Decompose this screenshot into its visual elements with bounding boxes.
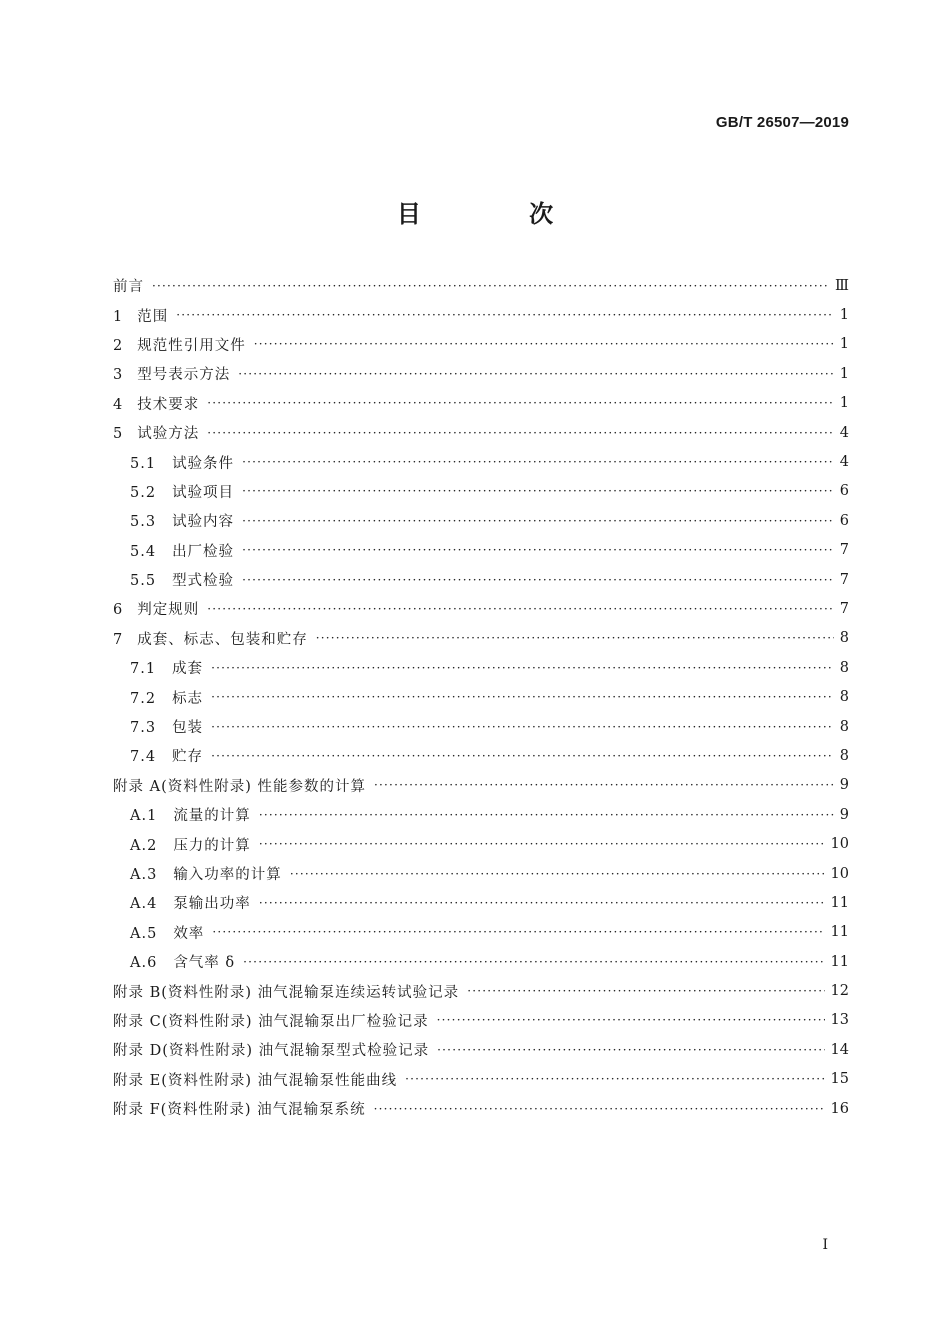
toc-entry-label (130, 745, 203, 766)
toc-entry-number: A.1 (130, 808, 158, 825)
toc-entry-label (130, 951, 235, 972)
standard-code: GB/T 26507—2019 (715, 114, 849, 131)
toc-dot-leader (259, 896, 825, 910)
toc-entry[interactable] (113, 418, 849, 447)
toc-entry[interactable] (113, 976, 849, 1005)
toc-entry[interactable] (113, 1006, 849, 1035)
toc-entry-page: 15 (830, 1071, 849, 1088)
toc-dot-leader (211, 690, 834, 704)
toc-entry-text: 泵输出功率 (173, 896, 251, 913)
toc-entry[interactable] (113, 829, 849, 858)
toc-entry-label (130, 834, 251, 855)
page-title: 目 次 (396, 199, 604, 228)
toc-entry-page: 16 (830, 1100, 849, 1117)
toc-entry-label (113, 305, 168, 326)
page-number: I (822, 1237, 828, 1253)
toc-entry-number: 5 (113, 426, 124, 443)
toc-entry[interactable] (113, 918, 849, 947)
toc-entry[interactable] (113, 771, 849, 800)
toc-dot-leader (316, 631, 834, 645)
toc-entry-label (130, 569, 234, 590)
toc-entry-label (113, 393, 199, 414)
toc-dot-leader (374, 778, 834, 792)
toc-entry-label (130, 863, 282, 884)
toc-entry-number: A.2 (130, 837, 158, 854)
toc-entry-page: 1 (839, 365, 849, 382)
toc-entry[interactable] (113, 447, 849, 476)
toc-dot-leader (212, 925, 824, 939)
toc-entry[interactable] (113, 565, 849, 594)
toc-entry-text: 压力的计算 (173, 837, 251, 854)
toc-list (113, 271, 849, 1123)
toc-dot-leader (152, 279, 829, 293)
toc-entry-text: 附录 A(资料性附录) 性能参数的计算 (113, 778, 367, 795)
toc-dot-leader (207, 396, 834, 410)
toc-entry-page: 8 (839, 718, 849, 735)
toc-entry[interactable] (113, 947, 849, 976)
toc-entry-label (130, 716, 203, 737)
toc-entry-label (113, 1069, 397, 1090)
toc-entry[interactable] (113, 859, 849, 888)
toc-entry-text: 判定规则 (137, 602, 200, 619)
toc-entry[interactable] (113, 536, 849, 565)
toc-entry-page: 9 (839, 806, 849, 823)
toc-entry-page: 10 (830, 865, 849, 882)
toc-entry-text: 效率 (173, 925, 205, 942)
toc-entry-label (113, 598, 199, 619)
toc-dot-leader (238, 367, 834, 381)
toc-entry-number: A.3 (130, 867, 158, 883)
toc-dot-leader (242, 455, 834, 469)
toc-entry-label (130, 687, 203, 708)
toc-entry-page: 8 (839, 747, 849, 764)
toc-entry[interactable] (113, 594, 849, 623)
toc-entry[interactable] (113, 741, 849, 770)
toc-dot-leader (259, 808, 834, 822)
toc-dot-leader (242, 543, 834, 557)
toc-entry-number: 7 (113, 631, 124, 648)
toc-entry-label (130, 657, 203, 678)
toc-entry-page: 4 (839, 454, 849, 471)
toc-entry-number: A.5 (130, 925, 158, 942)
toc-entry-number: 1 (113, 308, 124, 325)
toc-entry-text: 型号表示方法 (137, 367, 231, 384)
toc-entry-label (130, 540, 234, 561)
toc-entry-text: 试验条件 (172, 455, 235, 472)
toc-entry-label (130, 510, 234, 531)
toc-entry-number: A.6 (130, 955, 158, 972)
toc-dot-leader (242, 573, 834, 587)
toc-entry-text: 贮存 (172, 749, 204, 766)
toc-entry-text: 规范性引用文件 (137, 337, 246, 354)
toc-entry-label (130, 922, 204, 943)
toc-entry[interactable] (113, 1035, 849, 1064)
toc-entry-text: 附录 C(资料性附录) 油气混输泵出厂检验记录 (113, 1013, 429, 1030)
toc-entry[interactable] (113, 1094, 849, 1123)
toc-entry-text: 技术要求 (137, 396, 200, 413)
toc-entry-page: 8 (839, 689, 849, 706)
toc-entry-text: 含气率 δ (173, 955, 236, 972)
toc-entry-text: 成套 (172, 661, 204, 678)
toc-entry-number: 6 (113, 602, 124, 619)
toc-dot-leader (437, 1013, 825, 1027)
toc-entry-number: 7.3 (130, 720, 157, 737)
toc-entry-label (113, 775, 366, 796)
toc-entry-page: 14 (830, 1041, 849, 1058)
toc-entry-label (113, 422, 199, 443)
toc-entry-text: 附录 D(资料性附录) 油气混输泵型式检验记录 (113, 1043, 430, 1060)
toc-entry-label (130, 452, 234, 473)
toc-entry-page: 10 (830, 836, 849, 853)
toc-entry[interactable] (113, 271, 849, 300)
toc-entry-page: 12 (830, 983, 849, 1000)
toc-entry-label (113, 334, 246, 355)
toc-entry-text: 流量的计算 (173, 808, 251, 825)
toc-entry-label (113, 363, 230, 384)
toc-entry-text: 包装 (172, 720, 204, 737)
toc-entry-page: 7 (839, 600, 849, 617)
toc-entry-number: 4 (113, 396, 124, 413)
toc-entry[interactable] (113, 477, 849, 506)
toc-entry[interactable] (113, 888, 849, 917)
toc-entry-text: 试验方法 (137, 426, 200, 443)
toc-entry-label (113, 275, 144, 296)
toc-entry-number: 5.4 (130, 543, 157, 560)
toc-entry-number: A.4 (130, 896, 158, 913)
toc-dot-leader (254, 337, 834, 351)
toc-entry[interactable] (113, 300, 849, 329)
toc-entry-label (113, 1010, 429, 1031)
toc-entry-label (113, 981, 459, 1002)
toc-entry-label (113, 628, 308, 649)
toc-entry-number: 3 (113, 367, 124, 384)
toc-entry-text: 附录 E(资料性附录) 油气混输泵性能曲线 (113, 1072, 398, 1089)
toc-entry-page: 11 (830, 894, 849, 911)
toc-dot-leader (242, 484, 834, 498)
toc-entry-label (113, 1098, 366, 1119)
toc-entry-text: 标志 (172, 690, 204, 707)
toc-dot-leader (242, 514, 834, 528)
toc-entry[interactable] (113, 506, 849, 535)
toc-entry[interactable] (113, 359, 849, 388)
toc-entry-text: 试验项目 (172, 484, 235, 501)
toc-entry-page: 13 (830, 1012, 849, 1029)
toc-entry-text: 输入功率的计算 (173, 867, 282, 883)
toc-entry-number: 7.4 (130, 749, 157, 766)
toc-entry-label (113, 1039, 429, 1060)
toc-entry-label (130, 892, 251, 913)
toc-dot-leader (374, 1102, 825, 1116)
toc-entry-page: 9 (839, 777, 849, 794)
toc-dot-leader (405, 1072, 824, 1086)
toc-dot-leader (467, 984, 824, 998)
toc-entry-page: 1 (839, 395, 849, 412)
toc-dot-leader (176, 308, 834, 322)
toc-entry-page: 1 (839, 336, 849, 353)
toc-dot-leader (290, 867, 825, 881)
toc-entry-number: 5.3 (130, 514, 157, 531)
toc-dot-leader (437, 1043, 824, 1057)
toc-entry[interactable] (113, 712, 849, 741)
toc-entry-page: 8 (839, 659, 849, 676)
toc-entry-page: 11 (830, 953, 849, 970)
toc-entry-text: 成套、标志、包装和贮存 (137, 631, 308, 648)
toc-entry-number: 5.1 (130, 455, 157, 472)
toc-entry-number: 2 (113, 337, 124, 354)
toc-entry[interactable] (113, 653, 849, 682)
toc-dot-leader (207, 426, 834, 440)
toc-entry-text: 试验内容 (172, 514, 235, 531)
toc-entry[interactable] (113, 682, 849, 711)
toc-entry-page: 7 (839, 571, 849, 588)
toc-entry[interactable] (113, 800, 849, 829)
toc-dot-leader (207, 602, 834, 616)
toc-entry-page: 11 (830, 924, 849, 941)
toc-entry-number: 5.2 (130, 484, 157, 501)
toc-dot-leader (259, 837, 825, 851)
toc-dot-leader (211, 749, 834, 763)
toc-entry-label (130, 804, 251, 825)
toc-entry-text: 范围 (137, 308, 169, 325)
toc-dot-leader (243, 955, 824, 969)
toc-entry[interactable] (113, 624, 849, 653)
toc-entry-text: 附录 F(资料性附录) 油气混输泵系统 (113, 1102, 366, 1119)
toc-entry-page: 7 (839, 542, 849, 559)
toc-entry-page: 8 (839, 630, 849, 647)
toc-entry-page: 1 (839, 307, 849, 324)
toc-entry-page: 6 (839, 512, 849, 529)
toc-entry-text: 前言 (113, 279, 144, 296)
toc-entry[interactable] (113, 389, 849, 418)
toc-entry[interactable] (113, 330, 849, 359)
toc-entry-text: 出厂检验 (172, 543, 235, 560)
toc-entry-label (130, 481, 234, 502)
toc-entry-page: Ⅲ (835, 277, 849, 294)
toc-entry-number: 7.2 (130, 690, 157, 707)
toc-dot-leader (211, 720, 834, 734)
toc-dot-leader (211, 661, 834, 675)
toc-entry-number: 7.1 (130, 661, 157, 678)
toc-entry-text: 型式检验 (172, 573, 235, 590)
toc-entry-page: 6 (839, 483, 849, 500)
toc-entry-page: 4 (839, 424, 849, 441)
toc-entry[interactable] (113, 1065, 849, 1094)
toc-entry-text: 附录 B(资料性附录) 油气混输泵连续运转试验记录 (113, 984, 460, 1001)
toc-entry-number: 5.5 (130, 573, 157, 590)
